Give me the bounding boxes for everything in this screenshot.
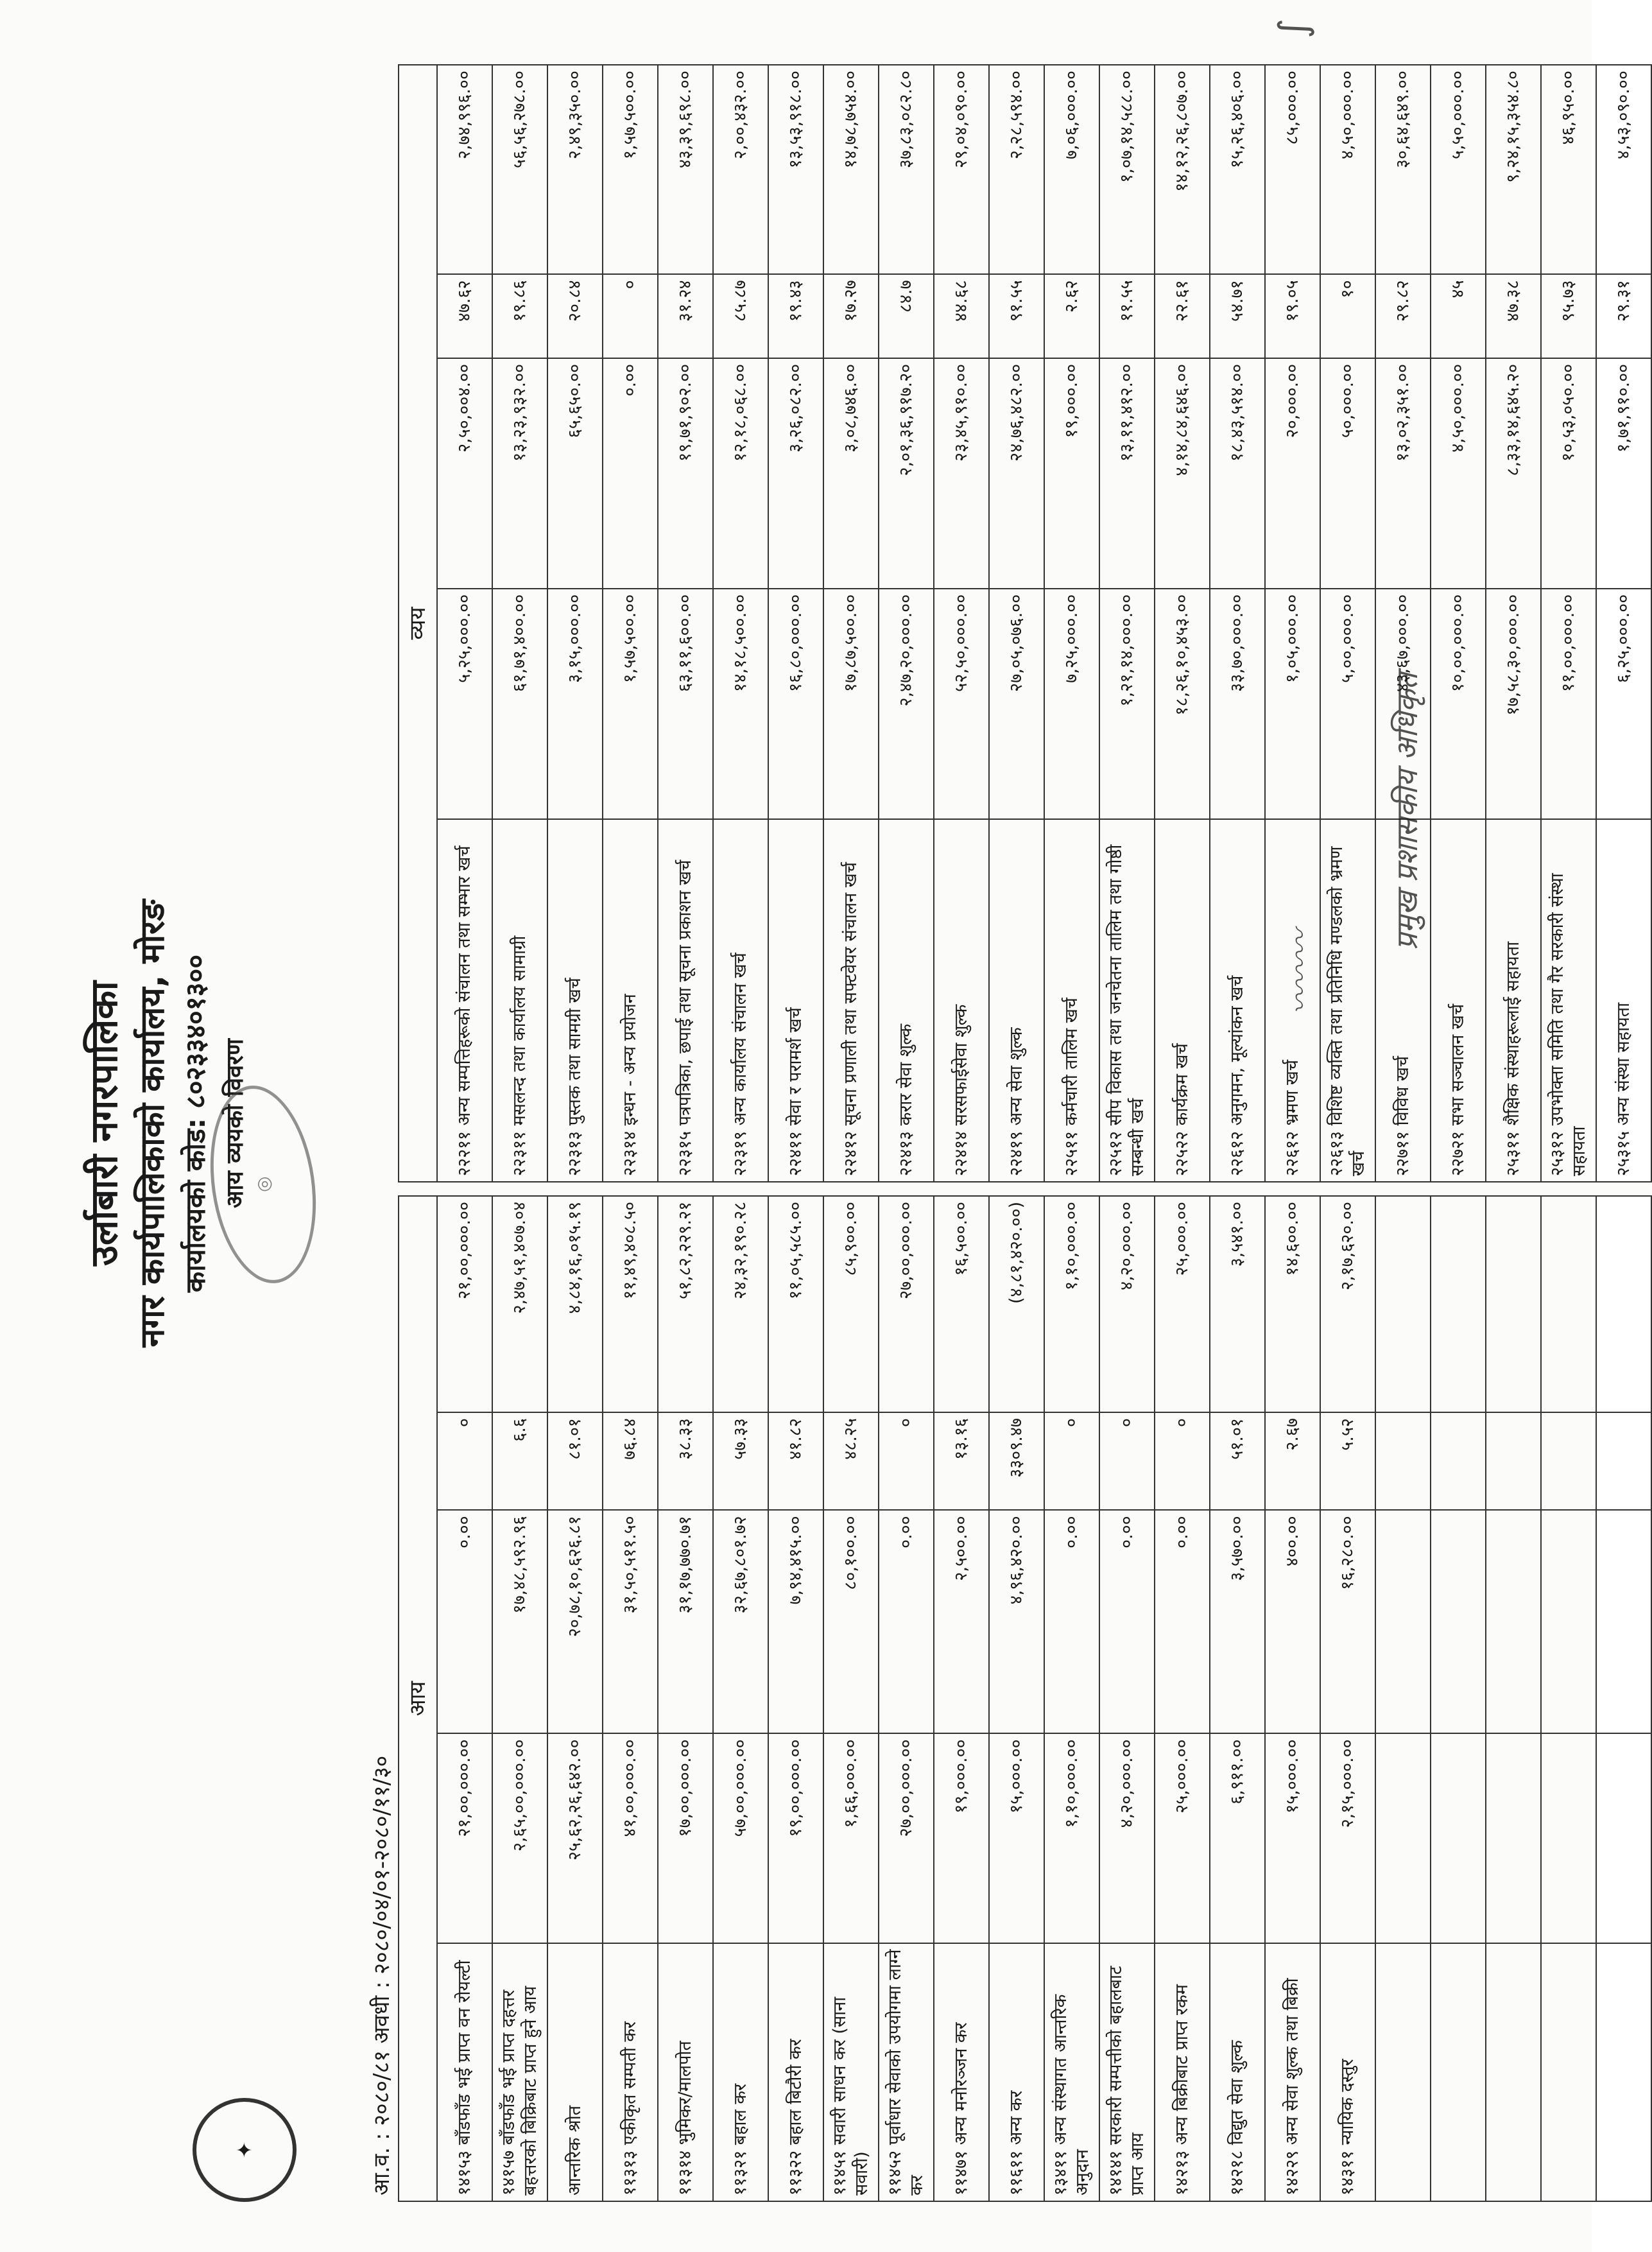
table-row bbox=[823, 65, 879, 2201]
expense-label-cell: २२३११ मसलन्द तथा कार्यालय सामाग्री bbox=[492, 819, 547, 1182]
income-pct-cell: ७६.८४ bbox=[603, 1412, 658, 1510]
expense-budget-cell: ६,२५,०००.०० bbox=[1596, 589, 1651, 819]
income-budget-cell: ६,९११.०० bbox=[1210, 1733, 1265, 1943]
expense-remaining-cell: १४,७८,७५४.०० bbox=[823, 65, 879, 274]
income-actual-cell: १७,४८,५९२.९६ bbox=[492, 1510, 547, 1733]
income-actual-cell bbox=[1486, 1510, 1541, 1733]
income-remaining-cell: २,१७,६२०.०० bbox=[1320, 1196, 1375, 1412]
expense-label-cell: २२७२१ सभा सञ्चालन खर्च bbox=[1431, 819, 1486, 1182]
table-row bbox=[713, 65, 768, 2201]
income-budget-cell: ५७,००,०००.०० bbox=[713, 1733, 768, 1943]
column-gap bbox=[1431, 1182, 1486, 1196]
expense-actual-cell: १०,५३,०५०.०० bbox=[1541, 358, 1596, 589]
expense-actual-cell: ०.०० bbox=[603, 358, 658, 589]
income-remaining-cell: ४,८४,१६,०१५.१९ bbox=[547, 1196, 603, 1412]
expense-label-cell: २२४१९ अन्य सेवा शुल्क bbox=[989, 819, 1044, 1182]
income-label-cell: १४३११ न्यायिक दस्तुर bbox=[1320, 1943, 1375, 2201]
income-remaining-cell: २७,००,०००.०० bbox=[879, 1196, 934, 1412]
document-header bbox=[64, 13, 424, 2234]
signature-scribble-icon: 〰〰〰 bbox=[1284, 930, 1317, 1014]
table-heading-row bbox=[399, 65, 437, 2201]
column-gap bbox=[934, 1182, 989, 1196]
expense-actual-cell: २,०१,३६,९१७.२० bbox=[879, 358, 934, 589]
income-budget-cell: ४१,००,०००.०० bbox=[603, 1733, 658, 1943]
income-remaining-cell: ११,४९,४०८.५० bbox=[603, 1196, 658, 1412]
income-budget-cell: १,६६,०००.०० bbox=[823, 1733, 879, 1943]
expense-budget-cell: ३३,७०,०००.०० bbox=[1210, 589, 1265, 819]
income-remaining-cell: (४,८१,४२०.००) bbox=[989, 1196, 1044, 1412]
expense-label-cell: २२४१३ करार सेवा शुल्क bbox=[879, 819, 934, 1182]
income-remaining-cell: ५१,८२,२२९.२१ bbox=[658, 1196, 713, 1412]
income-pct-cell: २.६७ bbox=[1265, 1412, 1320, 1510]
income-label-cell: ११३१४ भुमिकर/मालपोत bbox=[658, 1943, 713, 2201]
income-label-cell: ११३१३ एकीकृत सम्पती कर bbox=[603, 1943, 658, 2201]
expense-pct-cell: ४५ bbox=[1431, 274, 1486, 358]
income-label-cell: आन्तरिक श्रोत bbox=[547, 1943, 603, 2201]
income-budget-cell: १९,०००.०० bbox=[934, 1733, 989, 1943]
expense-remaining-cell: ४६,९५०.०० bbox=[1541, 65, 1596, 274]
expense-pct-cell: २.६२ bbox=[1044, 274, 1099, 358]
table-row bbox=[989, 65, 1044, 2201]
expense-pct-cell: ८५.८७ bbox=[713, 274, 768, 358]
expense-budget-cell: १,५७,५००.०० bbox=[603, 589, 658, 819]
expense-actual-cell: २०,०००.०० bbox=[1265, 358, 1320, 589]
officer-signature: प्रमुख प्रशासकीय अधिकृत bbox=[1390, 673, 1424, 950]
column-gap bbox=[989, 1182, 1044, 1196]
expense-label-cell: २५३१५ अन्य संस्था सहायता bbox=[1596, 819, 1651, 1182]
expense-budget-cell: १४,१८,५००.०० bbox=[713, 589, 768, 819]
column-gap bbox=[492, 1182, 547, 1196]
column-gap bbox=[1486, 1182, 1541, 1196]
expense-actual-cell: २३,४५,९१०.०० bbox=[934, 358, 989, 589]
expense-label-cell: २२५२२ कार्यक्रम खर्च bbox=[1155, 819, 1210, 1182]
income-label-cell: ११४५१ सवारी साधन कर (साना सवारी) bbox=[823, 1943, 879, 2201]
table-row bbox=[1044, 65, 1099, 2201]
expense-actual-cell: १३,११,४१२.०० bbox=[1099, 358, 1155, 589]
income-pct-cell bbox=[1486, 1412, 1541, 1510]
income-pct-cell bbox=[1541, 1412, 1596, 1510]
expense-remaining-cell: २,२८,५९४.०० bbox=[989, 65, 1044, 274]
income-actual-cell: ०.०० bbox=[1099, 1510, 1155, 1733]
table-row bbox=[1210, 65, 1265, 2201]
column-gap bbox=[603, 1182, 658, 1196]
expense-remaining-cell: ४,५३,०९०.०० bbox=[1596, 65, 1651, 274]
expense-remaining-cell: ३०,६४,६४९.०० bbox=[1375, 65, 1431, 274]
expense-budget-cell: ६१,७१,४००.०० bbox=[492, 589, 547, 819]
income-remaining-cell: २४,३२,१९०.२८ bbox=[713, 1196, 768, 1412]
column-gap bbox=[1541, 1182, 1596, 1196]
income-budget-cell bbox=[1541, 1733, 1596, 1943]
income-remaining-cell: ४,२०,०००.०० bbox=[1099, 1196, 1155, 1412]
income-remaining-cell bbox=[1541, 1196, 1596, 1412]
column-gap bbox=[1596, 1182, 1651, 1196]
income-label-cell: ११४७१ अन्य मनोरञ्जन कर bbox=[934, 1943, 989, 2201]
office-stamp-icon: ◎ bbox=[198, 1078, 328, 1290]
income-actual-cell: ८०,१००.०० bbox=[823, 1510, 879, 1733]
income-actual-cell bbox=[1596, 1510, 1651, 1733]
expense-actual-cell: ३,२६,०८२.०० bbox=[768, 358, 823, 589]
column-gap bbox=[547, 1182, 603, 1196]
expense-remaining-cell: ४,५०,०००.०० bbox=[1320, 65, 1375, 274]
income-budget-cell: १५,०००.०० bbox=[1265, 1733, 1320, 1943]
expense-pct-cell: ५४.७१ bbox=[1210, 274, 1265, 358]
expense-pct-cell: २९.३१ bbox=[1596, 274, 1651, 358]
income-budget-cell: २,१५,०००.०० bbox=[1320, 1733, 1375, 1943]
income-label-cell bbox=[1541, 1943, 1596, 2201]
expense-actual-cell: ४,१४,८४,६४६.०० bbox=[1155, 358, 1210, 589]
income-budget-cell: १५,०००.०० bbox=[989, 1733, 1044, 1943]
income-label-cell: १४१५३ बाँडफाँड भई प्राप्त वन रोयल्टी bbox=[437, 1943, 492, 2201]
income-pct-cell: ३८.३३ bbox=[658, 1412, 713, 1510]
expense-pct-cell: ९५.७३ bbox=[1541, 274, 1596, 358]
income-label-cell: १३४११ अन्य संस्थागत आन्तरिक अनुदान bbox=[1044, 1943, 1099, 2201]
income-budget-cell: २५,०००.०० bbox=[1155, 1733, 1210, 1943]
income-actual-cell: ३१,१७,७७०.७१ bbox=[658, 1510, 713, 1733]
income-pct-cell: ० bbox=[1099, 1412, 1155, 1510]
table-row bbox=[658, 65, 713, 2201]
expense-pct-cell: १७.२७ bbox=[823, 274, 879, 358]
column-gap bbox=[1210, 1182, 1265, 1196]
income-actual-cell: ३१,५०,५११.५० bbox=[603, 1510, 658, 1733]
income-label-cell: ११४५२ पूर्वाधार सेवाको उपयोगमा लाग्ने कर bbox=[879, 1943, 934, 2201]
income-remaining-cell: २,४७,५१,४०७.०४ bbox=[492, 1196, 547, 1412]
income-actual-cell: ०.०० bbox=[1044, 1510, 1099, 1733]
income-actual-cell: १६,२८०.०० bbox=[1320, 1510, 1375, 1733]
government-emblem-icon: ✦ bbox=[193, 2098, 297, 2202]
table-row bbox=[934, 65, 989, 2201]
income-remaining-cell bbox=[1375, 1196, 1431, 1412]
expense-remaining-cell: १४,१२,२६,८०७.०० bbox=[1155, 65, 1210, 274]
income-actual-cell: ३,५७०.०० bbox=[1210, 1510, 1265, 1733]
expense-pct-cell: १९.८६ bbox=[492, 274, 547, 358]
income-label-cell bbox=[1431, 1943, 1486, 2201]
expense-remaining-cell: ५६,५६,२७८.०० bbox=[492, 65, 547, 274]
column-gap bbox=[768, 1182, 823, 1196]
expense-label-cell: २२४१२ सूचना प्रणाली तथा सफ्टवेयर संचालन खर्च bbox=[823, 819, 879, 1182]
income-pct-cell: ५७.३३ bbox=[713, 1412, 768, 1510]
approver-signature-icon: ∫ bbox=[1271, 18, 1316, 39]
column-gap bbox=[879, 1182, 934, 1196]
income-actual-cell: ०.०० bbox=[879, 1510, 934, 1733]
expense-budget-cell: ७,२५,०००.०० bbox=[1044, 589, 1099, 819]
income-actual-cell: ७,९४,४१५.०० bbox=[768, 1510, 823, 1733]
expense-label-cell: २२६१२ अनुगमन, मूल्यांकन खर्च bbox=[1210, 819, 1265, 1182]
income-remaining-cell: २५,०००.०० bbox=[1155, 1196, 1210, 1412]
expense-actual-cell: ३,०८,७४६.०० bbox=[823, 358, 879, 589]
expense-remaining-cell: ४३,३९,६९८.०० bbox=[658, 65, 713, 274]
income-pct-cell: ५१.०१ bbox=[1210, 1412, 1265, 1510]
expense-budget-cell: १६,८०,०००.०० bbox=[768, 589, 823, 819]
table-row bbox=[492, 65, 547, 2201]
income-actual-cell: ०.०० bbox=[1155, 1510, 1210, 1733]
expense-remaining-cell: ८५,०००.०० bbox=[1265, 65, 1320, 274]
income-pct-cell: ३३०९.४७ bbox=[989, 1412, 1044, 1510]
income-label-cell: १४२२९ अन्य सेवा शुल्क तथा बिक्री bbox=[1265, 1943, 1320, 2201]
expense-pct-cell: ४७.६२ bbox=[437, 274, 492, 358]
table-row bbox=[1099, 65, 1155, 2201]
income-budget-cell bbox=[1375, 1733, 1431, 1943]
expense-actual-cell: २४,७६,४८२.०० bbox=[989, 358, 1044, 589]
expense-budget-cell: १,२१,१४,०००.०० bbox=[1099, 589, 1155, 819]
expense-pct-cell: ४४.६८ bbox=[934, 274, 989, 358]
rotated-sheet bbox=[64, 13, 1634, 2234]
expense-remaining-cell: २,४९,३५०.०० bbox=[547, 65, 603, 274]
income-remaining-cell: ११,०५,५८५.०० bbox=[768, 1196, 823, 1412]
income-pct-cell: ५.५२ bbox=[1320, 1412, 1375, 1510]
income-remaining-cell: १४,६००.०० bbox=[1265, 1196, 1320, 1412]
expense-budget-cell: ४३,६७,०००.०० bbox=[1375, 589, 1431, 819]
expense-label-cell: २२५१२ सीप विकास तथा जनचेतना तालिम तथा गोष्ठी सम्बन्धी खर्च bbox=[1099, 819, 1155, 1182]
expense-pct-cell: २२.६१ bbox=[1155, 274, 1210, 358]
expense-actual-cell: ५०,०००.०० bbox=[1320, 358, 1375, 589]
table-row bbox=[879, 65, 934, 2201]
expense-budget-cell: ३,१५,०००.०० bbox=[547, 589, 603, 819]
expense-label-cell: २२५११ कर्मचारी तालिम खर्च bbox=[1044, 819, 1099, 1182]
income-pct-cell: ८१.०१ bbox=[547, 1412, 603, 1510]
income-label-cell: १४२१३ अन्य बिक्रीबाट प्राप्त रकम bbox=[1155, 1943, 1210, 2201]
expense-pct-cell: ० bbox=[603, 274, 658, 358]
table-row bbox=[1265, 65, 1320, 2201]
report-title: आय व्ययको विवरण bbox=[222, 1039, 248, 1208]
expense-actual-cell: ८,३३,१४,६४५.२० bbox=[1486, 358, 1541, 589]
expense-remaining-cell: ७,०६,०००.०० bbox=[1044, 65, 1099, 274]
column-gap bbox=[713, 1182, 768, 1196]
income-actual-cell: २०,७८,१०,६२६.८१ bbox=[547, 1510, 603, 1733]
income-label-cell: ११३२१ बहाल कर bbox=[713, 1943, 768, 2201]
expense-pct-cell: २९.८२ bbox=[1375, 274, 1431, 358]
expense-budget-cell: १,०५,०००.०० bbox=[1265, 589, 1320, 819]
column-gap bbox=[1265, 1182, 1320, 1196]
table-row bbox=[768, 65, 823, 2201]
income-actual-cell bbox=[1375, 1510, 1431, 1733]
expense-remaining-cell: ३७,८३,०८२.८० bbox=[879, 65, 934, 274]
expense-label-cell: २२७११ विविध खर्च bbox=[1375, 819, 1431, 1182]
expense-budget-cell: ५,२५,०००.०० bbox=[437, 589, 492, 819]
expense-actual-cell: १९,०००.०० bbox=[1044, 358, 1099, 589]
expense-budget-cell: १७,८७,५००.०० bbox=[823, 589, 879, 819]
expense-label-cell: २२६१३ विशिष्ट व्यक्ति तथा प्रतिनिधि मण्डलको भ्रमण खर्च bbox=[1320, 819, 1375, 1182]
expense-budget-cell: २,४७,२०,०००.०० bbox=[879, 589, 934, 819]
income-budget-cell: २५,६२,२६,६४२.०० bbox=[547, 1733, 603, 1943]
fiscal-period: आ.व. : २०८०/८१ अवधी : २०८०/०४/०१-२०८०/११/३० bbox=[369, 1755, 395, 2196]
expense-remaining-cell: १५,२६,४०६.०० bbox=[1210, 65, 1265, 274]
expense-remaining-cell: २९,०४,०९०.०० bbox=[934, 65, 989, 274]
income-budget-cell: १७,००,०००.०० bbox=[658, 1733, 713, 1943]
expense-budget-cell: ११,००,०००.०० bbox=[1541, 589, 1596, 819]
expense-label-cell: २५३१२ उपभोक्ता समिति तथा गैर सरकारी संस्था सहायता bbox=[1541, 819, 1596, 1182]
income-pct-cell: ४१.८२ bbox=[768, 1412, 823, 1510]
income-remaining-cell: २१,००,०००.०० bbox=[437, 1196, 492, 1412]
expense-pct-cell: ११.५५ bbox=[1099, 274, 1155, 358]
income-budget-cell: १,१०,०००.०० bbox=[1044, 1733, 1099, 1943]
income-pct-cell: ० bbox=[879, 1412, 934, 1510]
income-pct-cell: ० bbox=[437, 1412, 492, 1510]
column-gap bbox=[1375, 1182, 1431, 1196]
expense-pct-cell: ८४.७ bbox=[879, 274, 934, 358]
municipality-title: उर्लाबारी नगरपालिका bbox=[82, 981, 126, 1266]
expense-remaining-cell: २,७४,९९६.०० bbox=[437, 65, 492, 274]
income-actual-cell: ३२,६७,८०१.७२ bbox=[713, 1510, 768, 1733]
table-row bbox=[1541, 65, 1596, 2201]
expense-budget-cell: १०,००,०००.०० bbox=[1431, 589, 1486, 819]
expense-actual-cell: १२,१८,०६८.०० bbox=[713, 358, 768, 589]
expense-actual-cell: १९,७१,९०२.०० bbox=[658, 358, 713, 589]
column-gap bbox=[823, 1182, 879, 1196]
expense-budget-cell: ५,००,०००.०० bbox=[1320, 589, 1375, 819]
expense-actual-cell: ६५,६५०.०० bbox=[547, 358, 603, 589]
income-actual-cell: २,५००.०० bbox=[934, 1510, 989, 1733]
income-actual-cell: ४००.०० bbox=[1265, 1510, 1320, 1733]
income-heading: आय bbox=[399, 1196, 437, 2201]
column-gap bbox=[1044, 1182, 1099, 1196]
expense-pct-cell: १९.४३ bbox=[768, 274, 823, 358]
table-row bbox=[1431, 65, 1486, 2201]
table-row bbox=[437, 65, 492, 2201]
income-pct-cell: १३.१६ bbox=[934, 1412, 989, 1510]
income-label-cell: ११३२२ बहाल बिटौरी कर bbox=[768, 1943, 823, 2201]
table-row bbox=[1320, 65, 1375, 2201]
expense-pct-cell: १९.०५ bbox=[1265, 274, 1320, 358]
table-row bbox=[603, 65, 658, 2201]
income-pct-cell: ४८.२५ bbox=[823, 1412, 879, 1510]
expense-remaining-cell: १,०७,१४,५८८.०० bbox=[1099, 65, 1155, 274]
expense-actual-cell: ४,५०,०००.०० bbox=[1431, 358, 1486, 589]
expense-budget-cell: १८,२६,१०,४५३.०० bbox=[1155, 589, 1210, 819]
office-name: नगर कार्यपालिकाको कार्यालय, मोरङ bbox=[133, 899, 172, 1347]
expense-actual-cell: १३,०२,३५१.०० bbox=[1375, 358, 1431, 589]
column-gap bbox=[1099, 1182, 1155, 1196]
income-pct-cell: ० bbox=[1155, 1412, 1210, 1510]
expense-label-cell: २२३१५ पत्रपत्रिका, छपाई तथा सूचना प्रकाशन खर्च bbox=[658, 819, 713, 1182]
expense-budget-cell: १७,५८,३०,०००.०० bbox=[1486, 589, 1541, 819]
expense-heading: व्यय bbox=[399, 65, 437, 1182]
expense-actual-cell: १८,४३,५१४.०० bbox=[1210, 358, 1265, 589]
income-label-cell bbox=[1596, 1943, 1651, 2201]
expense-actual-cell: २,५०,००४.०० bbox=[437, 358, 492, 589]
income-budget-cell: १९,००,०००.०० bbox=[768, 1733, 823, 1943]
income-budget-cell: २१,००,०००.०० bbox=[437, 1733, 492, 1943]
income-actual-cell: ४,९६,४२०.०० bbox=[989, 1510, 1044, 1733]
expense-label-cell: २२३१९ अन्य कार्यालय संचालन खर्च bbox=[713, 819, 768, 1182]
income-label-cell bbox=[1375, 1943, 1431, 2201]
income-pct-cell bbox=[1431, 1412, 1486, 1510]
income-pct-cell bbox=[1375, 1412, 1431, 1510]
expense-pct-cell: २०.८४ bbox=[547, 274, 603, 358]
expense-pct-cell: १० bbox=[1320, 274, 1375, 358]
income-actual-cell bbox=[1431, 1510, 1486, 1733]
income-budget-cell bbox=[1596, 1733, 1651, 1943]
table-row bbox=[1375, 65, 1431, 2201]
table-row bbox=[547, 65, 603, 2201]
income-label-cell bbox=[1486, 1943, 1541, 2201]
expense-remaining-cell: १,५७,५००.०० bbox=[603, 65, 658, 274]
expense-pct-cell: ४७.३८ bbox=[1486, 274, 1541, 358]
expense-remaining-cell: २,००,४३२.०० bbox=[713, 65, 768, 274]
income-budget-cell: ४,२०,०००.०० bbox=[1099, 1733, 1155, 1943]
expense-label-cell: २२४१४ सरसफाईसेवा शुल्क bbox=[934, 819, 989, 1182]
expense-pct-cell: ३१.२४ bbox=[658, 274, 713, 358]
expense-label-cell: २२६१२ भ्रमण खर्च bbox=[1265, 819, 1320, 1182]
table-row bbox=[1486, 65, 1541, 2201]
expense-label-cell: २२३१३ पुस्तक तथा सामग्री खर्च bbox=[547, 819, 603, 1182]
table-body bbox=[437, 65, 1651, 2201]
income-remaining-cell bbox=[1486, 1196, 1541, 1412]
income-pct-cell: ६.६ bbox=[492, 1412, 547, 1510]
income-budget-cell: २७,००,०००.०० bbox=[879, 1733, 934, 1943]
income-budget-cell bbox=[1486, 1733, 1541, 1943]
income-pct-cell: ० bbox=[1044, 1412, 1099, 1510]
income-budget-cell: २,६५,००,०००.०० bbox=[492, 1733, 547, 1943]
expense-label-cell: २२३१४ इन्धन - अन्य प्रयोजन bbox=[603, 819, 658, 1182]
table-row bbox=[1596, 65, 1651, 2201]
income-budget-cell bbox=[1431, 1733, 1486, 1943]
income-remaining-cell: ३,५४१.०० bbox=[1210, 1196, 1265, 1412]
expense-remaining-cell: ५,५०,०००.०० bbox=[1431, 65, 1486, 274]
income-expense-table bbox=[398, 64, 1652, 2202]
office-code: कार्यालयको कोड: ८०२३३४०१३०० bbox=[180, 954, 211, 1293]
income-label-cell: १४१४१ सरकारी सम्पत्तीको बहालबाट प्राप्त आय bbox=[1099, 1943, 1155, 2201]
income-remaining-cell bbox=[1431, 1196, 1486, 1412]
column-gap bbox=[399, 1182, 437, 1196]
income-remaining-cell: १,१०,०००.०० bbox=[1044, 1196, 1099, 1412]
income-actual-cell bbox=[1541, 1510, 1596, 1733]
expense-budget-cell: २७,०५,०७६.०० bbox=[989, 589, 1044, 819]
income-remaining-cell: ८५,९००.०० bbox=[823, 1196, 879, 1412]
income-actual-cell: ०.०० bbox=[437, 1510, 492, 1733]
column-gap bbox=[437, 1182, 492, 1196]
income-label-cell: ११६११ अन्य कर bbox=[989, 1943, 1044, 2201]
table-row bbox=[1155, 65, 1210, 2201]
income-remaining-cell: १६,५००.०० bbox=[934, 1196, 989, 1412]
expense-label-cell: २२२११ अन्य सम्पत्तिहरूको संचालन तथा सम्भार खर्च bbox=[437, 819, 492, 1182]
expense-remaining-cell: ९,२४,१५,३५४.८० bbox=[1486, 65, 1541, 274]
expense-label-cell: २२४११ सेवा र परामर्श खर्च bbox=[768, 819, 823, 1182]
income-pct-cell bbox=[1596, 1412, 1651, 1510]
column-gap bbox=[1320, 1182, 1375, 1196]
expense-budget-cell: ६३,११,६००.०० bbox=[658, 589, 713, 819]
income-label-cell: १४१५७ बाँडफाँड भई प्राप्त दहत्तर बहत्तरको बिक्रिबाट प्राप्त हुने आय bbox=[492, 1943, 547, 2201]
expense-remaining-cell: १३,५३,९१८.०० bbox=[768, 65, 823, 274]
column-gap bbox=[658, 1182, 713, 1196]
expense-budget-cell: ५२,५०,०००.०० bbox=[934, 589, 989, 819]
expense-actual-cell: १३,२३,९३२.०० bbox=[492, 358, 547, 589]
expense-actual-cell: १,७१,९१०.०० bbox=[1596, 358, 1651, 589]
expense-pct-cell: ९१.५५ bbox=[989, 274, 1044, 358]
column-gap bbox=[1155, 1182, 1210, 1196]
expense-label-cell: २५३११ शैक्षिक संस्थाहरूलाई सहायता bbox=[1486, 819, 1541, 1182]
income-label-cell: १४२१८ विद्युत सेवा शुल्क bbox=[1210, 1943, 1265, 2201]
income-remaining-cell bbox=[1596, 1196, 1651, 1412]
